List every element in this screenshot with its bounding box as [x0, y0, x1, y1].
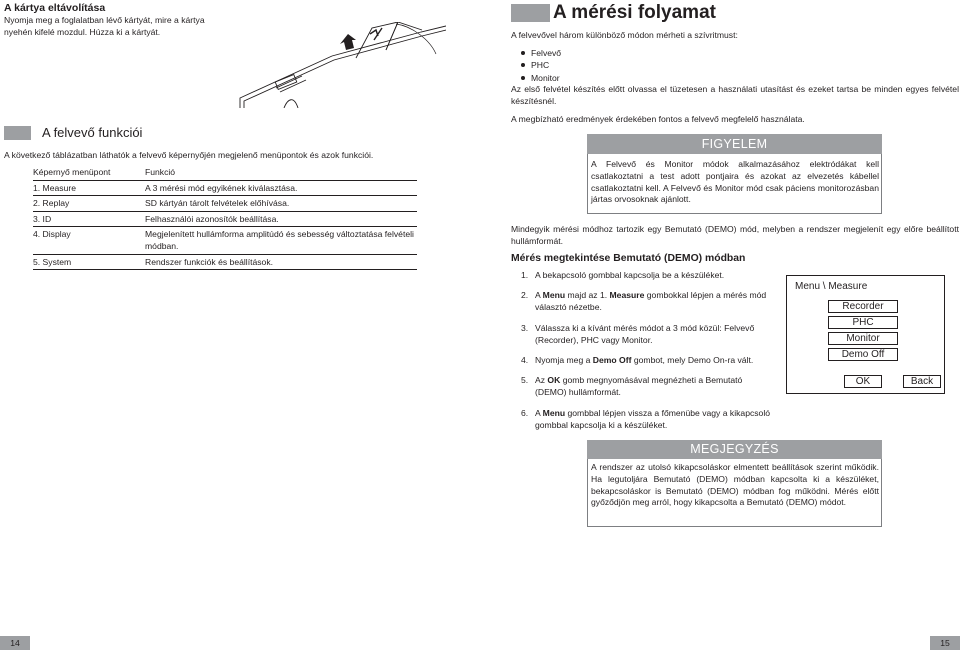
- table-cell-menu: 5. System: [33, 254, 145, 270]
- recorder-button[interactable]: Recorder: [828, 300, 898, 313]
- step-text: A bekapcsoló gombbal kapcsolja be a készüléket.: [535, 270, 725, 280]
- measurement-intro: A felvevővel három különböző módon mérheti a szívritmust:: [511, 30, 738, 40]
- table-cell-menu: 2. Replay: [33, 196, 145, 212]
- sd-card-device-illustration: [236, 22, 446, 108]
- bullet-icon: [521, 63, 525, 67]
- table-row: [33, 227, 417, 254]
- list-item: [519, 47, 561, 59]
- card-removal-heading: A kártya eltávolítása: [4, 2, 106, 14]
- reliability-paragraph: A megbízható eredmények érdekében fontos a felvevő megfelelő használata.: [511, 114, 805, 124]
- table-row: [33, 254, 417, 270]
- back-button[interactable]: Back: [903, 375, 941, 388]
- page-number-right: 15: [930, 636, 960, 650]
- demo-section-title: Mérés megtekintése Bemutató (DEMO) módban: [511, 253, 746, 264]
- table-row: [33, 180, 417, 196]
- table-cell-function: A 3 mérési mód egyikének kiválasztása.: [145, 180, 417, 196]
- step-text: Az: [535, 375, 548, 386]
- card-removal-text: Nyomja meg a foglalatban lévő kártyát, mire a kártya nyehén kifelé mozdul. Húzza ki a kártyát.: [4, 15, 205, 37]
- list-item: [521, 374, 771, 398]
- step-text: gombokkal lépjen a mérés mód választó nézetbe.: [535, 290, 767, 313]
- page-number-left: 14: [0, 636, 30, 650]
- step-number: 3.: [521, 322, 529, 333]
- list-item: [521, 322, 771, 346]
- table-header-row: [33, 167, 417, 180]
- demo-off-button[interactable]: Demo Off: [828, 348, 898, 361]
- step-text: A: [535, 290, 543, 301]
- list-item: [519, 72, 561, 84]
- step-keyword: Menu: [542, 407, 566, 418]
- monitor-button[interactable]: Monitor: [828, 332, 898, 345]
- list-item: [519, 59, 561, 71]
- table-cell-function: SD kártyán tárolt felvételek előhívása.: [145, 196, 417, 212]
- warning-heading: FIGYELEM: [587, 134, 882, 154]
- table-row: [33, 211, 417, 227]
- step-text: Nyomja meg a: [535, 355, 593, 366]
- warning-text: A Felvevő és Monitor módok alkalmazásához elektródákat kell csatlakoztatni a test adott pontjaira és azokat az elvezetés kábellel csatlakoztatni kell. A Felvevő és Monitor mód csak páciens monitorozásban jártas orvosoknak ajánlott.: [591, 159, 879, 205]
- table-cell-menu: 4. Display: [33, 227, 145, 254]
- step-keyword: Menu: [542, 290, 566, 301]
- functions-table: [33, 167, 417, 270]
- page-title: A mérési folyamat: [553, 2, 716, 23]
- mode-label: PHC: [531, 60, 550, 71]
- bullet-icon: [521, 51, 525, 55]
- step-keyword: Measure: [609, 290, 645, 301]
- step-number: 4.: [521, 355, 529, 366]
- instructions-paragraph: Az első felvétel készítés előtt olvassa el tüzetesen a használati utasítást és ezeket tartsa be minden egyes felvétel készítésnél.: [511, 84, 959, 106]
- mode-list: [519, 47, 561, 84]
- note-heading: MEGJEGYZÉS: [587, 440, 882, 459]
- demo-mode-paragraph: Mindegyik mérési módhoz tartozik egy Bemutató (DEMO) mód, melyben a rendszer megjelenít egy előre beállított hullámformát.: [511, 224, 959, 246]
- list-item: [521, 354, 771, 366]
- step-number: 1.: [521, 270, 529, 280]
- step-number: 2.: [521, 290, 529, 301]
- table-cell-function: Felhasználói azonosítók beállítása.: [145, 211, 417, 227]
- bullet-icon: [521, 76, 525, 80]
- step-number: 6.: [521, 407, 529, 418]
- device-menu-title: Menu \ Measure: [795, 281, 868, 292]
- step-number: 5.: [521, 375, 529, 386]
- table-cell-function: Rendszer funkciók és beállítások.: [145, 254, 417, 270]
- step-text: Válassza ki a kívánt mérés módot a 3 mód közül: Felvevő (Recorder), PHC vagy Monitor.: [535, 322, 755, 345]
- step-keyword: Demo Off: [592, 355, 632, 366]
- mode-label: Felvevő: [531, 48, 562, 58]
- step-keyword: OK: [547, 375, 561, 386]
- table-row: [33, 196, 417, 212]
- step-text: A: [535, 407, 543, 418]
- title-marker: [511, 4, 550, 22]
- table-header-function: Funkció: [145, 167, 417, 180]
- table-cell-function: Megjelenített hullámforma amplitúdó és sebesség változtatása felvételi módban.: [145, 227, 417, 254]
- demo-steps-list: [521, 269, 771, 439]
- step-text: gombot, mely Demo On-ra vált.: [631, 355, 754, 366]
- mode-label: Monitor: [531, 72, 560, 83]
- phc-button[interactable]: PHC: [828, 316, 898, 329]
- functions-section-title: A felvevő funkciói: [42, 125, 143, 140]
- functions-intro: A következő táblázatban láthatók a felvevő képernyőjén megjelenő menüpontok és azok funkciói.: [4, 150, 374, 160]
- table-cell-menu: 3. ID: [33, 211, 145, 227]
- ok-button[interactable]: OK: [844, 375, 882, 388]
- list-item: [521, 289, 771, 313]
- step-text: gombbal lépjen vissza a főmenübe vagy a kikapcsoló gombbal kapcsolja ki a készüléket.: [535, 407, 771, 430]
- step-text: majd az 1.: [565, 290, 610, 301]
- step-text: gomb megnyomásával megnézheti a Bemutató (DEMO) hullámformát.: [535, 375, 743, 398]
- list-item: [521, 269, 771, 281]
- list-item: [521, 407, 771, 431]
- table-cell-menu: 1. Measure: [33, 180, 145, 196]
- section-marker: [4, 126, 31, 140]
- table-header-menu: Képernyő menüpont: [33, 167, 145, 180]
- note-text: A rendszer az utolsó kikapcsoláskor elmentett beállítások szerint működik. Ha legutoljára Bemutató (DEMO) módban kapcsolta ki a készüléket, bekapcsoláskor is Bemutató (DEMO) módban fog működni. Mérés előtt győződjön meg arról, hogy kikapcsolta a Bemutató (DEMO) módot.: [591, 462, 879, 508]
